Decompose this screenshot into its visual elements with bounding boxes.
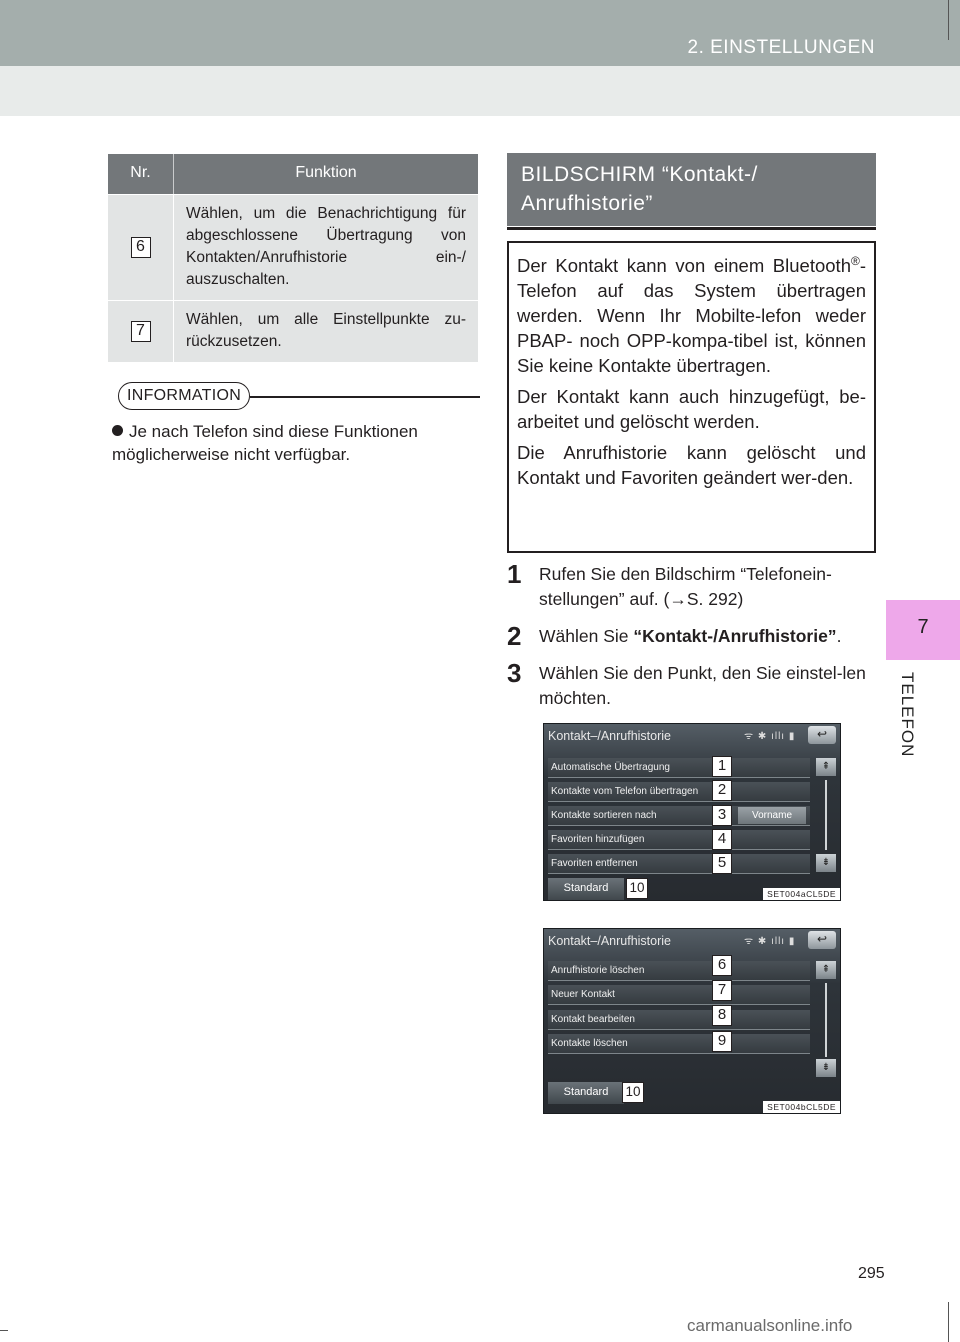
menu-item-label: Automatische Übertragung	[551, 762, 670, 773]
step-text	[539, 624, 879, 649]
row-description: Wählen, um die Benachrichtigung für abgeschlossene Übertragung von Kontakten/Anrufhistorie ein-/ auszuschalten.	[186, 205, 466, 288]
section-description-box	[507, 241, 876, 553]
step-number: 3	[507, 658, 522, 688]
back-icon[interactable]: ↩	[808, 931, 836, 949]
step-item	[507, 658, 879, 711]
paragraph-text: -Telefon auf das System übertragen werden. Wenn Ihr Mobilte-lefon weder PBAP- noch OPP-kompa-tibel ist, können Sie keine Kontakte übertragen.	[517, 255, 866, 377]
callout-number: 8	[712, 1005, 732, 1026]
standard-button[interactable]: Standard	[548, 878, 624, 900]
col-funktion-header: Funktion	[295, 164, 357, 181]
callout-number: 1	[712, 756, 732, 777]
menu-item-delete-history[interactable]	[548, 961, 810, 981]
status-icons: ᯤ ✱ ıllı ▮	[744, 731, 796, 742]
crop-mark	[0, 1330, 8, 1331]
step-text: Rufen Sie den Bildschirm “Telefonein-stellungen” auf. (→S. 292)	[539, 564, 832, 609]
step-list	[507, 559, 879, 723]
row-number-box: 6	[131, 237, 151, 258]
chapter-number: 7	[917, 616, 929, 638]
step-item	[507, 559, 879, 612]
menu-item-auto-transfer[interactable]	[548, 758, 810, 778]
step-text-bold: “Kontakt-/Anrufhistorie”	[633, 626, 837, 646]
crop-mark	[948, 0, 949, 40]
information-rule	[250, 396, 480, 398]
screenshot-contact-history-1	[543, 723, 841, 901]
menu-item-label: Anrufhistorie löschen	[551, 965, 645, 976]
callout-number: 10	[626, 878, 648, 899]
menu-item-label: Kontakte löschen	[551, 1038, 628, 1049]
information-note	[112, 420, 472, 466]
menu-item-label: Favoriten hinzufügen	[551, 834, 645, 845]
image-code: SET004aCL5DE	[763, 888, 840, 900]
information-badge: INFORMATION	[118, 382, 250, 410]
menu-item-sort-contacts[interactable]	[548, 806, 810, 826]
paragraph-text: Der Kontakt kann von einem Bluetooth	[517, 255, 851, 277]
table-row	[108, 194, 478, 300]
back-icon[interactable]: ↩	[808, 726, 836, 744]
step-number: 2	[507, 621, 522, 651]
standard-button[interactable]: Standard	[548, 1082, 624, 1104]
callout-number: 9	[712, 1031, 732, 1052]
page-number: 295	[858, 1265, 885, 1282]
watermark: carmanualsonline.info	[687, 1316, 853, 1335]
row-description: Wählen, um alle Einstellpunkte zu-rückzusetzen.	[186, 311, 466, 350]
scroll-up-icon[interactable]: ⇞	[816, 758, 836, 776]
sort-value: Vorname	[738, 807, 806, 824]
status-icons: ᯤ ✱ ıllı ▮	[744, 936, 796, 947]
screenshot-contact-history-2	[543, 928, 841, 1114]
callout-number: 5	[712, 853, 732, 874]
step-text-part: .	[836, 626, 842, 646]
col-nr-header: Nr.	[108, 154, 174, 194]
step-number: 1	[507, 559, 522, 589]
menu-item-label: Neuer Kontakt	[551, 989, 615, 1000]
information-text: Je nach Telefon sind diese Funktionen möglicherweise nicht verfügbar.	[112, 422, 418, 464]
callout-number: 7	[712, 980, 732, 1001]
menu-item-label: Kontakt bearbeiten	[551, 1014, 635, 1025]
description-paragraph: Der Kontakt kann auch hinzugefügt, be-arbeitet und gelöscht werden.	[517, 386, 866, 433]
scroll-track[interactable]	[825, 780, 827, 850]
table-header	[108, 154, 478, 194]
bullet-icon	[112, 425, 123, 436]
menu-item-remove-favorites[interactable]	[548, 854, 810, 874]
menu-item-add-favorites[interactable]	[548, 830, 810, 850]
callout-number: 6	[712, 955, 732, 976]
menu-item-label: Favoriten entfernen	[551, 858, 638, 869]
section-rule	[507, 227, 876, 230]
step-text: Wählen Sie den Punkt, den Sie einstel-len möchten.	[539, 663, 866, 708]
function-table	[108, 154, 478, 362]
crop-mark	[948, 1302, 949, 1342]
step-text-part: Wählen Sie	[539, 626, 634, 646]
step-item	[507, 621, 879, 651]
registered-mark: ®	[850, 254, 860, 268]
section-heading: 2. EINSTELLUNGEN	[687, 37, 875, 58]
screen-title: Kontakt–/Anrufhistorie	[548, 934, 671, 948]
scroll-down-icon[interactable]: ⇟	[816, 854, 836, 872]
menu-item-label: Kontakte sortieren nach	[551, 810, 657, 821]
menu-item-new-contact[interactable]	[548, 985, 810, 1005]
section-title: BILDSCHIRM “Kontakt-/ Anrufhistorie”	[507, 153, 876, 226]
header-subband	[0, 66, 960, 116]
callout-number: 10	[622, 1082, 644, 1103]
scroll-up-icon[interactable]: ⇞	[816, 961, 836, 979]
screen-title: Kontakt–/Anrufhistorie	[548, 729, 671, 743]
callout-number: 2	[712, 780, 732, 801]
menu-item-label: Kontakte vom Telefon übertragen	[551, 786, 699, 797]
table-row	[108, 300, 478, 362]
menu-item-delete-contacts[interactable]	[548, 1034, 810, 1054]
callout-number: 3	[712, 805, 732, 826]
row-number-box: 7	[131, 321, 151, 342]
scroll-track[interactable]	[825, 983, 827, 1057]
callout-number: 4	[712, 829, 732, 850]
chapter-label: TELEFON	[898, 672, 917, 758]
chapter-tab	[886, 600, 960, 660]
menu-item-edit-contact[interactable]	[548, 1010, 810, 1030]
description-paragraph	[517, 249, 866, 378]
description-paragraph: Die Anrufhistorie kann gelöscht und Kontakt und Favoriten geändert wer-den.	[517, 442, 866, 489]
image-code: SET004bCL5DE	[763, 1101, 840, 1113]
menu-item-transfer-contacts[interactable]	[548, 782, 810, 802]
scroll-down-icon[interactable]: ⇟	[816, 1059, 836, 1077]
